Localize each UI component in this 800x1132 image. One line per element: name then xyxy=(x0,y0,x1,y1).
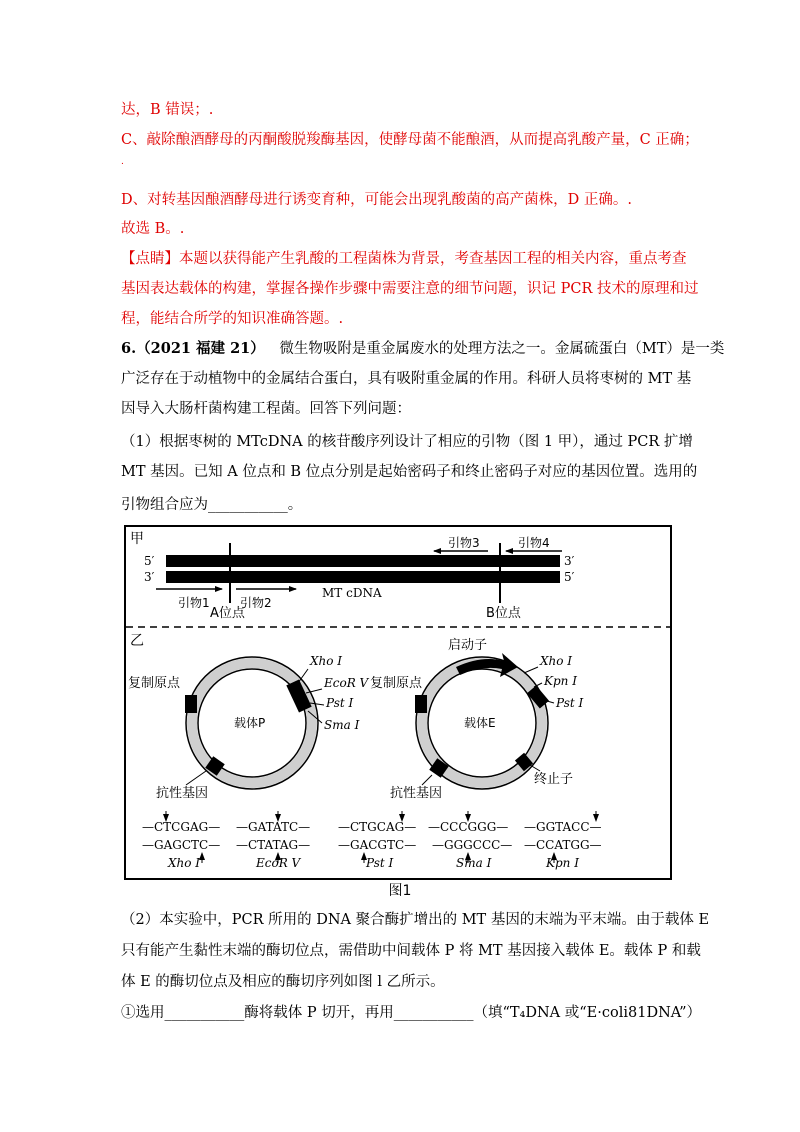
xho-i-label-p: Xho I xyxy=(310,654,343,668)
seq-kpn-i-bottom: —CCATGG— xyxy=(524,838,602,852)
site-a-label: A位点 xyxy=(210,606,245,621)
figure-svg xyxy=(126,527,670,878)
three-prime-left: 3′ xyxy=(144,570,155,584)
seq-ecor-v xyxy=(236,811,310,870)
kpn-i-label-e: Kpn I xyxy=(544,674,577,688)
figure-1 xyxy=(124,525,672,880)
answer-line-1: 达，B 错误；. xyxy=(121,102,214,118)
promoter-label: 启动子 xyxy=(448,638,488,653)
seq-xho-i-top: —CTCGAG— xyxy=(142,820,221,834)
ori-label-e: 复制原点 xyxy=(370,676,423,691)
ori-block-e xyxy=(415,695,427,713)
question-text-1: 微生物吸附是重金属废水的处理方法之一。金属硫蛋白（MT）是一类 xyxy=(279,341,725,357)
seq-kpn-i xyxy=(524,811,602,870)
comment-line-2: 基因表达载体的构建，掌握各操作步骤中需要注意的细节问题，识记 PCR 技术的原理和过 xyxy=(121,281,699,297)
mt-cdna-label: MT cDNA xyxy=(322,586,382,600)
pst-i-label-p: Pst I xyxy=(326,696,354,710)
primer-3-label: 引物3 xyxy=(448,536,480,550)
seq-ecor-v-enzyme: EcoR V xyxy=(256,856,301,870)
seq-sma-i xyxy=(428,811,512,870)
primer-2-label: 引物2 xyxy=(240,596,272,610)
ecor-v-label-p: EcoR V xyxy=(324,676,369,690)
seq-pst-i-enzyme: Pst I xyxy=(366,856,394,870)
seq-xho-i-bottom: —GAGCTC— xyxy=(142,838,221,852)
comment-line-1: 【点睛】本题以获得能产生乳酸的工程菌株为背景，考查基因工程的相关内容，重点考查 xyxy=(121,251,687,267)
question-text-2: 广泛存在于动植物中的金属结合蛋白，具有吸附重金属的作用。科研人员将枣树的 MT 基 xyxy=(121,371,692,387)
panel-jia-label: 甲 xyxy=(130,531,144,547)
vector-p-label: 载体P xyxy=(234,716,266,730)
part2-line-1: （2）本实验中，PCR 所用的 DNA 聚合酶扩增出的 MT 基因的末端为平末端。由于载体 E xyxy=(121,912,710,928)
part1-line-1: （1）根据枣树的 MTcDNA 的核苷酸序列设计了相应的引物（图 1 甲），通过 PCR 扩增 xyxy=(121,434,693,450)
figure-caption: 图1 xyxy=(388,883,412,899)
answer-line-4: 故选 B。. xyxy=(121,221,185,237)
xho-i-label-e: Xho I xyxy=(540,654,573,668)
seq-sma-i-bottom: —GGGCCC— xyxy=(432,838,513,852)
seq-sma-i-top: —CCCGGG— xyxy=(428,820,509,834)
part1-line-2: MT 基因。已知 A 位点和 B 位点分别是起始密码子和终止密码子对应的基因位置。选用的 xyxy=(121,464,698,480)
resistance-label-e: 抗性基因 xyxy=(390,786,443,801)
answer-line-3: D、对转基因酿酒酵母进行诱变育种，可能会出现乳酸菌的高产菌株，D 正确。. xyxy=(121,192,632,208)
question-intro xyxy=(121,339,724,359)
ori-block-p xyxy=(185,695,197,713)
five-prime-left: 5′ xyxy=(144,554,155,568)
ori-label-p: 复制原点 xyxy=(128,676,181,691)
seq-kpn-i-enzyme: Kpn I xyxy=(546,856,579,870)
seq-sma-i-enzyme: Sma I xyxy=(456,856,492,870)
seq-ecor-v-bottom: —CTATAG— xyxy=(236,838,311,852)
site-b-label: B位点 xyxy=(486,606,521,621)
terminator-label: 终止子 xyxy=(534,772,574,787)
question-text-3: 因导入大肠杆菌构建工程菌。回答下列问题： xyxy=(121,401,411,417)
primer-1-label: 引物1 xyxy=(178,596,210,610)
resistance-label-p: 抗性基因 xyxy=(156,786,209,801)
seq-pst-i-top: —CTGCAG— xyxy=(338,820,417,834)
seq-xho-i-enzyme: Xho I xyxy=(168,856,201,870)
part2-line-3: 体 E 的酶切位点及相应的酶切序列如图 l 乙所示。 xyxy=(121,974,445,990)
three-prime-right: 3′ xyxy=(564,554,575,568)
question-number: 6.（2021 福建 21） xyxy=(121,340,265,357)
seq-ecor-v-top: —GATATC— xyxy=(236,820,311,834)
seq-xho-i xyxy=(142,811,220,870)
sma-i-label-p: Sma I xyxy=(324,718,360,732)
part2-line-2: 只有能产生黏性末端的酶切位点，需借助中间载体 P 将 MT 基因接入载体 E。载体 P 和载 xyxy=(121,943,701,959)
seq-kpn-i-top: —GGTACC— xyxy=(524,820,602,834)
part2-line-4: ①选用___________酶将载体 P 切开，再用___________（填“T₄DNA 或“E·coli81DNA”） xyxy=(121,1005,702,1021)
primer-4-label: 引物4 xyxy=(518,536,550,550)
pst-i-label-e: Pst I xyxy=(556,696,584,710)
seq-pst-i xyxy=(338,811,416,870)
part1-line-3: 引物组合应为___________。 xyxy=(121,497,303,513)
answer-line-dot: . xyxy=(121,157,124,167)
seq-pst-i-bottom: —GACGTC— xyxy=(338,838,417,852)
five-prime-right: 5′ xyxy=(564,570,575,584)
answer-line-2: C、敲除酿酒酵母的丙酮酸脱羧酶基因，使酵母菌不能酿酒，从而提高乳酸产量，C 正确； xyxy=(121,132,699,148)
sequence-table xyxy=(142,811,602,870)
comment-line-3: 程，能结合所学的知识准确答题。. xyxy=(121,311,344,327)
panel-yi-label: 乙 xyxy=(130,633,144,649)
vector-e-label: 载体E xyxy=(464,716,496,730)
